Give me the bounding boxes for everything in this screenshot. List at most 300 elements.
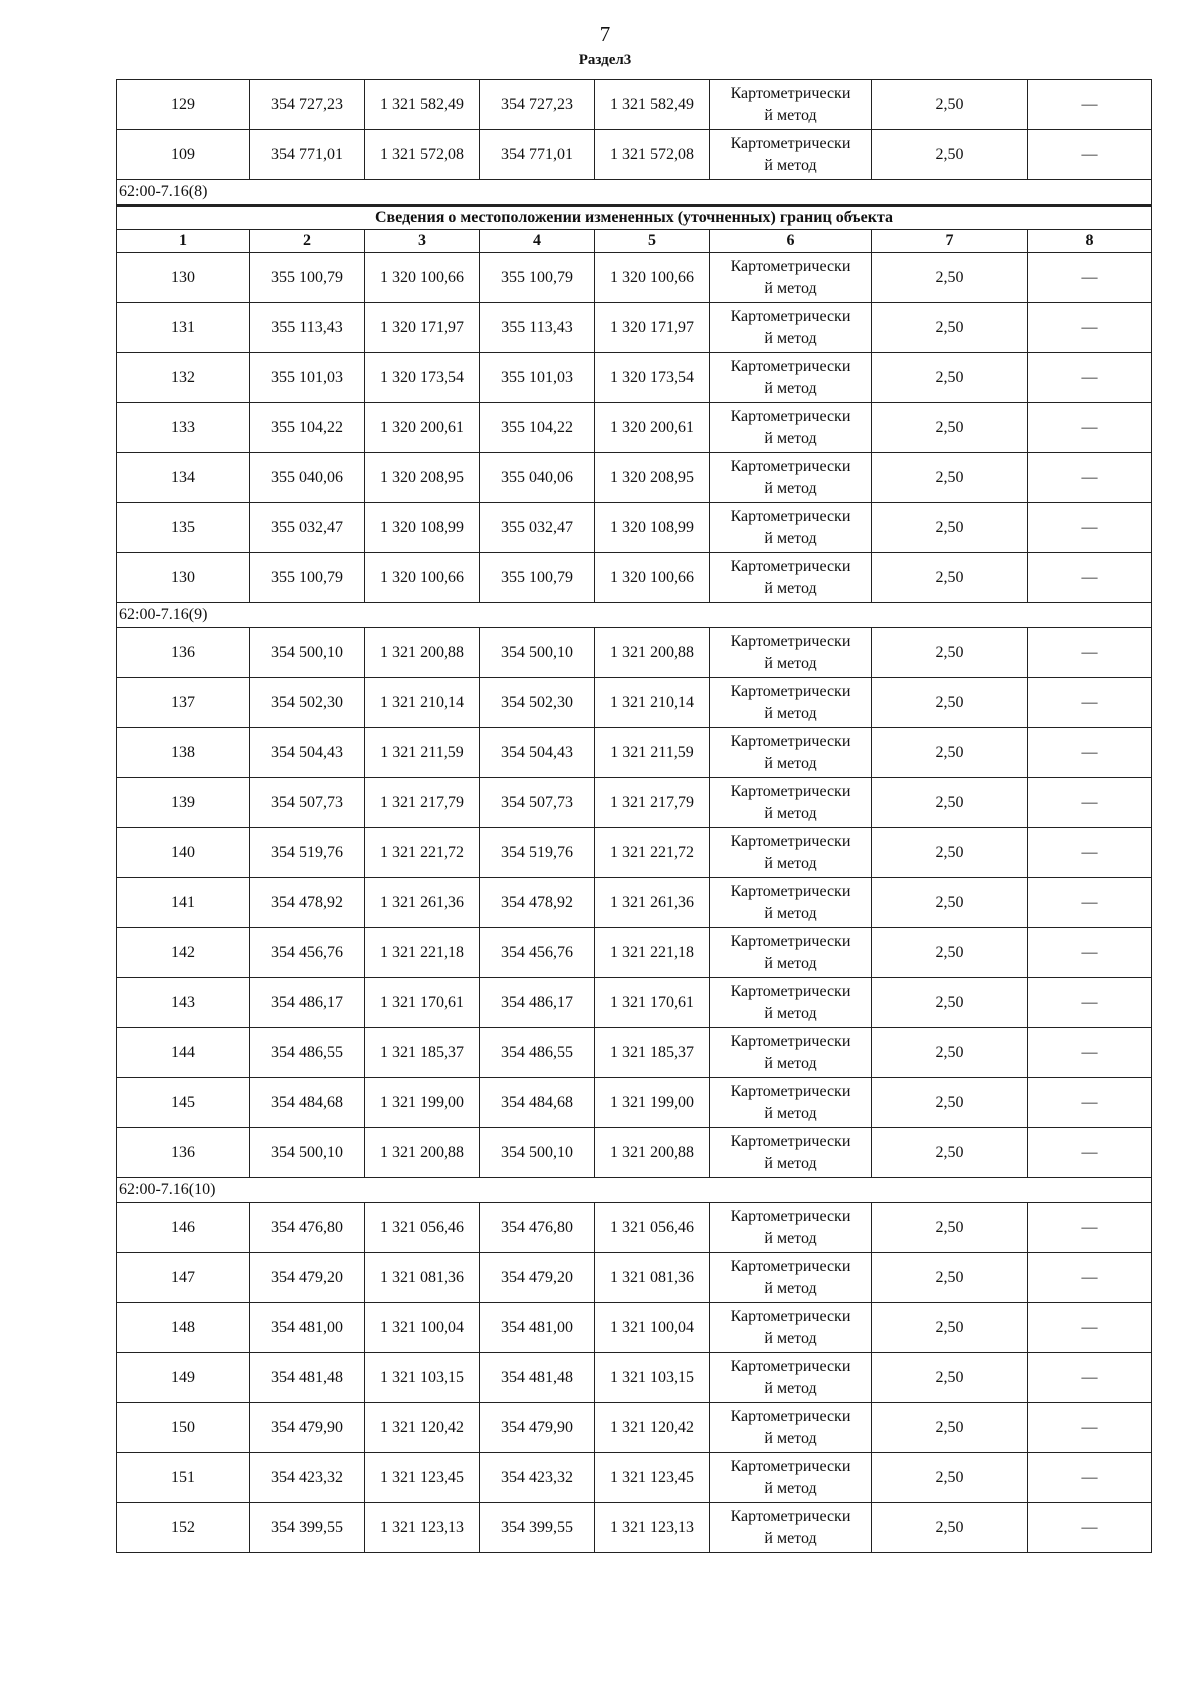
method-cell <box>710 353 872 403</box>
point-number-cell: 109 <box>117 130 250 180</box>
x-existing-cell: 355 101,03 <box>250 353 365 403</box>
x-existing-cell: 354 479,90 <box>250 1403 365 1453</box>
x-new-cell: 354 486,17 <box>480 978 595 1028</box>
method-line2: й метод <box>764 1154 817 1172</box>
method-line2: й метод <box>764 804 817 822</box>
point-number-cell: 130 <box>117 253 250 303</box>
method-line1: Картометрически <box>730 1207 851 1225</box>
point-number-cell: 147 <box>117 1253 250 1303</box>
x-new-cell: 354 481,00 <box>480 1303 595 1353</box>
table-row <box>117 253 1152 303</box>
table-row <box>117 928 1152 978</box>
method-line2: й метод <box>764 1054 817 1072</box>
description-cell: — <box>1028 1078 1152 1128</box>
accuracy-cell: 2,50 <box>872 1128 1028 1178</box>
table-row <box>117 1203 1152 1253</box>
x-new-cell: 355 100,79 <box>480 553 595 603</box>
description-cell: — <box>1028 80 1152 130</box>
description-cell: — <box>1028 1028 1152 1078</box>
method-cell <box>710 728 872 778</box>
method-cell <box>710 1203 872 1253</box>
y-existing-cell: 1 321 582,49 <box>365 80 480 130</box>
description-cell: — <box>1028 1128 1152 1178</box>
method-line1: Картометрически <box>730 507 851 525</box>
x-new-cell: 354 771,01 <box>480 130 595 180</box>
accuracy-cell: 2,50 <box>872 1353 1028 1403</box>
y-existing-cell: 1 321 100,04 <box>365 1303 480 1353</box>
column-number: 7 <box>872 230 1028 253</box>
table-row <box>117 503 1152 553</box>
description-cell: — <box>1028 1303 1152 1353</box>
description-cell: — <box>1028 678 1152 728</box>
method-line2: й метод <box>764 1229 817 1247</box>
y-existing-cell: 1 321 081,36 <box>365 1253 480 1303</box>
x-existing-cell: 354 399,55 <box>250 1503 365 1553</box>
y-new-cell: 1 320 171,97 <box>595 303 710 353</box>
point-number-cell: 145 <box>117 1078 250 1128</box>
x-existing-cell: 355 032,47 <box>250 503 365 553</box>
heading-row <box>117 206 1152 230</box>
method-line2: й метод <box>764 1429 817 1447</box>
description-cell: — <box>1028 778 1152 828</box>
section-title: Раздел3 <box>578 52 632 68</box>
column-number: 5 <box>595 230 710 253</box>
y-existing-cell: 1 321 185,37 <box>365 1028 480 1078</box>
group-label: 62:00-7.16(8) <box>117 180 1152 206</box>
method-line1: Картометрически <box>730 1257 851 1275</box>
table-row <box>117 303 1152 353</box>
method-line2: й метод <box>764 1279 817 1297</box>
method-line2: й метод <box>764 429 817 447</box>
point-number-cell: 148 <box>117 1303 250 1353</box>
method-line1: Картометрически <box>730 1507 851 1525</box>
method-line1: Картометрически <box>730 782 851 800</box>
y-existing-cell: 1 321 123,45 <box>365 1453 480 1503</box>
point-number-cell: 135 <box>117 503 250 553</box>
y-new-cell: 1 321 123,45 <box>595 1453 710 1503</box>
x-existing-cell: 354 479,20 <box>250 1253 365 1303</box>
point-number-cell: 152 <box>117 1503 250 1553</box>
y-new-cell: 1 321 199,00 <box>595 1078 710 1128</box>
x-existing-cell: 354 481,48 <box>250 1353 365 1403</box>
y-existing-cell: 1 321 261,36 <box>365 878 480 928</box>
y-new-cell: 1 321 210,14 <box>595 678 710 728</box>
method-line1: Картометрически <box>730 84 851 102</box>
y-new-cell: 1 321 120,42 <box>595 1403 710 1453</box>
y-new-cell: 1 321 103,15 <box>595 1353 710 1403</box>
x-new-cell: 354 399,55 <box>480 1503 595 1553</box>
method-cell <box>710 1353 872 1403</box>
description-cell: — <box>1028 353 1152 403</box>
accuracy-cell: 2,50 <box>872 1253 1028 1303</box>
description-cell: — <box>1028 403 1152 453</box>
y-new-cell: 1 321 170,61 <box>595 978 710 1028</box>
y-existing-cell: 1 320 100,66 <box>365 553 480 603</box>
x-new-cell: 354 502,30 <box>480 678 595 728</box>
x-existing-cell: 355 100,79 <box>250 553 365 603</box>
description-cell: — <box>1028 303 1152 353</box>
method-line2: й метод <box>764 106 817 124</box>
x-existing-cell: 354 478,92 <box>250 878 365 928</box>
x-new-cell: 354 486,55 <box>480 1028 595 1078</box>
accuracy-cell: 2,50 <box>872 130 1028 180</box>
method-line1: Картометрически <box>730 1307 851 1325</box>
method-line1: Картометрически <box>730 682 851 700</box>
description-cell: — <box>1028 503 1152 553</box>
method-line1: Картометрически <box>730 257 851 275</box>
x-new-cell: 354 456,76 <box>480 928 595 978</box>
page-number: 7 <box>599 22 611 46</box>
x-new-cell: 355 040,06 <box>480 453 595 503</box>
y-new-cell: 1 321 217,79 <box>595 778 710 828</box>
accuracy-cell: 2,50 <box>872 303 1028 353</box>
method-line1: Картометрически <box>730 832 851 850</box>
y-new-cell: 1 321 185,37 <box>595 1028 710 1078</box>
table-row <box>117 628 1152 678</box>
method-cell <box>710 978 872 1028</box>
y-existing-cell: 1 321 056,46 <box>365 1203 480 1253</box>
x-new-cell: 355 104,22 <box>480 403 595 453</box>
x-existing-cell: 354 456,76 <box>250 928 365 978</box>
method-cell <box>710 778 872 828</box>
table-row <box>117 1128 1152 1178</box>
column-number: 4 <box>480 230 595 253</box>
accuracy-cell: 2,50 <box>872 678 1028 728</box>
x-new-cell: 355 100,79 <box>480 253 595 303</box>
method-cell <box>710 678 872 728</box>
method-line2: й метод <box>764 1104 817 1122</box>
accuracy-cell: 2,50 <box>872 353 1028 403</box>
x-new-cell: 354 484,68 <box>480 1078 595 1128</box>
y-new-cell: 1 320 100,66 <box>595 553 710 603</box>
method-line2: й метод <box>764 156 817 174</box>
point-number-cell: 130 <box>117 553 250 603</box>
x-existing-cell: 354 486,55 <box>250 1028 365 1078</box>
y-existing-cell: 1 321 210,14 <box>365 678 480 728</box>
point-number-cell: 144 <box>117 1028 250 1078</box>
x-existing-cell: 354 519,76 <box>250 828 365 878</box>
x-existing-cell: 355 100,79 <box>250 253 365 303</box>
point-number-cell: 143 <box>117 978 250 1028</box>
accuracy-cell: 2,50 <box>872 1303 1028 1353</box>
method-line1: Картометрически <box>730 1132 851 1150</box>
accuracy-cell: 2,50 <box>872 80 1028 130</box>
description-cell: — <box>1028 130 1152 180</box>
method-cell <box>710 1303 872 1353</box>
point-number-cell: 136 <box>117 628 250 678</box>
x-new-cell: 355 032,47 <box>480 503 595 553</box>
point-number-cell: 141 <box>117 878 250 928</box>
x-existing-cell: 355 040,06 <box>250 453 365 503</box>
method-cell <box>710 1028 872 1078</box>
method-line1: Картометрически <box>730 932 851 950</box>
x-new-cell: 354 519,76 <box>480 828 595 878</box>
method-line1: Картометрически <box>730 882 851 900</box>
method-cell <box>710 1453 872 1503</box>
description-cell: — <box>1028 1353 1152 1403</box>
accuracy-cell: 2,50 <box>872 553 1028 603</box>
x-new-cell: 354 423,32 <box>480 1453 595 1503</box>
table-row <box>117 1453 1152 1503</box>
column-number: 3 <box>365 230 480 253</box>
accuracy-cell: 2,50 <box>872 1403 1028 1453</box>
method-line1: Картометрически <box>730 1082 851 1100</box>
method-line1: Картометрически <box>730 1457 851 1475</box>
method-line2: й метод <box>764 704 817 722</box>
y-new-cell: 1 321 211,59 <box>595 728 710 778</box>
column-number: 8 <box>1028 230 1152 253</box>
accuracy-cell: 2,50 <box>872 978 1028 1028</box>
accuracy-cell: 2,50 <box>872 728 1028 778</box>
point-number-cell: 150 <box>117 1403 250 1453</box>
method-cell <box>710 453 872 503</box>
group-row <box>117 180 1152 206</box>
point-number-cell: 132 <box>117 353 250 403</box>
y-existing-cell: 1 321 221,18 <box>365 928 480 978</box>
point-number-cell: 133 <box>117 403 250 453</box>
table-row <box>117 403 1152 453</box>
method-line2: й метод <box>764 954 817 972</box>
x-existing-cell: 354 507,73 <box>250 778 365 828</box>
point-number-cell: 134 <box>117 453 250 503</box>
y-existing-cell: 1 321 103,15 <box>365 1353 480 1403</box>
point-number-cell: 140 <box>117 828 250 878</box>
table-row <box>117 353 1152 403</box>
table-row <box>117 80 1152 130</box>
method-cell <box>710 1253 872 1303</box>
method-cell <box>710 928 872 978</box>
x-new-cell: 354 481,48 <box>480 1353 595 1403</box>
accuracy-cell: 2,50 <box>872 453 1028 503</box>
coordinates-table <box>116 79 1152 1553</box>
group-label: 62:00-7.16(10) <box>117 1178 1152 1203</box>
x-existing-cell: 354 484,68 <box>250 1078 365 1128</box>
table-row <box>117 778 1152 828</box>
y-existing-cell: 1 321 170,61 <box>365 978 480 1028</box>
description-cell: — <box>1028 1453 1152 1503</box>
group-label: 62:00-7.16(9) <box>117 603 1152 628</box>
y-existing-cell: 1 320 108,99 <box>365 503 480 553</box>
table-row <box>117 1353 1152 1403</box>
y-existing-cell: 1 320 171,97 <box>365 303 480 353</box>
y-new-cell: 1 321 081,36 <box>595 1253 710 1303</box>
y-new-cell: 1 321 200,88 <box>595 628 710 678</box>
method-line1: Картометрически <box>730 407 851 425</box>
x-new-cell: 354 507,73 <box>480 778 595 828</box>
method-line1: Картометрически <box>730 1032 851 1050</box>
accuracy-cell: 2,50 <box>872 253 1028 303</box>
method-cell <box>710 1128 872 1178</box>
table-body <box>117 80 1152 1553</box>
method-line1: Картометрически <box>730 134 851 152</box>
y-existing-cell: 1 321 572,08 <box>365 130 480 180</box>
point-number-cell: 136 <box>117 1128 250 1178</box>
point-number-cell: 138 <box>117 728 250 778</box>
y-new-cell: 1 320 200,61 <box>595 403 710 453</box>
y-existing-cell: 1 321 200,88 <box>365 628 480 678</box>
method-cell <box>710 80 872 130</box>
method-line2: й метод <box>764 1329 817 1347</box>
method-cell <box>710 1503 872 1553</box>
table-row <box>117 1253 1152 1303</box>
table-row <box>117 728 1152 778</box>
y-existing-cell: 1 320 200,61 <box>365 403 480 453</box>
table-row <box>117 1503 1152 1553</box>
column-number: 6 <box>710 230 872 253</box>
y-new-cell: 1 321 221,18 <box>595 928 710 978</box>
x-existing-cell: 354 486,17 <box>250 978 365 1028</box>
method-cell <box>710 628 872 678</box>
method-line1: Картометрически <box>730 307 851 325</box>
x-new-cell: 354 500,10 <box>480 628 595 678</box>
method-line2: й метод <box>764 329 817 347</box>
x-new-cell: 355 113,43 <box>480 303 595 353</box>
accuracy-cell: 2,50 <box>872 1203 1028 1253</box>
x-existing-cell: 354 727,23 <box>250 80 365 130</box>
x-existing-cell: 355 113,43 <box>250 303 365 353</box>
method-line1: Картометрически <box>730 557 851 575</box>
y-new-cell: 1 320 173,54 <box>595 353 710 403</box>
method-line2: й метод <box>764 904 817 922</box>
method-line2: й метод <box>764 1479 817 1497</box>
method-line2: й метод <box>764 754 817 772</box>
point-number-cell: 149 <box>117 1353 250 1403</box>
point-number-cell: 129 <box>117 80 250 130</box>
x-existing-cell: 355 104,22 <box>250 403 365 453</box>
table-row <box>117 453 1152 503</box>
y-new-cell: 1 321 123,13 <box>595 1503 710 1553</box>
column-number-row <box>117 230 1152 253</box>
y-existing-cell: 1 320 208,95 <box>365 453 480 503</box>
method-cell <box>710 553 872 603</box>
x-existing-cell: 354 502,30 <box>250 678 365 728</box>
description-cell: — <box>1028 878 1152 928</box>
table-row <box>117 828 1152 878</box>
method-cell <box>710 1078 872 1128</box>
method-cell <box>710 1403 872 1453</box>
y-new-cell: 1 321 582,49 <box>595 80 710 130</box>
description-cell: — <box>1028 1503 1152 1553</box>
method-line2: й метод <box>764 1529 817 1547</box>
method-line1: Картометрически <box>730 632 851 650</box>
method-line2: й метод <box>764 1379 817 1397</box>
method-cell <box>710 130 872 180</box>
y-new-cell: 1 321 056,46 <box>595 1203 710 1253</box>
column-number: 1 <box>117 230 250 253</box>
description-cell: — <box>1028 453 1152 503</box>
y-new-cell: 1 320 108,99 <box>595 503 710 553</box>
y-existing-cell: 1 321 199,00 <box>365 1078 480 1128</box>
x-new-cell: 354 476,80 <box>480 1203 595 1253</box>
method-line2: й метод <box>764 279 817 297</box>
x-new-cell: 354 727,23 <box>480 80 595 130</box>
description-cell: — <box>1028 628 1152 678</box>
x-existing-cell: 354 500,10 <box>250 628 365 678</box>
table-heading: Сведения о местоположении измененных (уточненных) границ объекта <box>117 206 1152 230</box>
y-existing-cell: 1 321 211,59 <box>365 728 480 778</box>
y-existing-cell: 1 321 123,13 <box>365 1503 480 1553</box>
method-cell <box>710 253 872 303</box>
y-existing-cell: 1 320 100,66 <box>365 253 480 303</box>
method-line2: й метод <box>764 379 817 397</box>
point-number-cell: 137 <box>117 678 250 728</box>
method-line1: Картометрически <box>730 1407 851 1425</box>
accuracy-cell: 2,50 <box>872 403 1028 453</box>
point-number-cell: 139 <box>117 778 250 828</box>
y-existing-cell: 1 321 200,88 <box>365 1128 480 1178</box>
x-new-cell: 355 101,03 <box>480 353 595 403</box>
accuracy-cell: 2,50 <box>872 828 1028 878</box>
x-existing-cell: 354 771,01 <box>250 130 365 180</box>
method-line1: Картометрически <box>730 1357 851 1375</box>
x-new-cell: 354 478,92 <box>480 878 595 928</box>
table-row <box>117 1078 1152 1128</box>
table-row <box>117 878 1152 928</box>
y-new-cell: 1 321 572,08 <box>595 130 710 180</box>
method-line1: Картометрически <box>730 457 851 475</box>
description-cell: — <box>1028 253 1152 303</box>
y-existing-cell: 1 320 173,54 <box>365 353 480 403</box>
table-row <box>117 553 1152 603</box>
y-new-cell: 1 321 200,88 <box>595 1128 710 1178</box>
method-cell <box>710 503 872 553</box>
accuracy-cell: 2,50 <box>872 928 1028 978</box>
table-row <box>117 1028 1152 1078</box>
column-number: 2 <box>250 230 365 253</box>
method-cell <box>710 403 872 453</box>
method-line1: Картометрически <box>730 982 851 1000</box>
description-cell: — <box>1028 978 1152 1028</box>
x-new-cell: 354 479,90 <box>480 1403 595 1453</box>
method-line2: й метод <box>764 529 817 547</box>
method-line2: й метод <box>764 854 817 872</box>
x-new-cell: 354 479,20 <box>480 1253 595 1303</box>
description-cell: — <box>1028 728 1152 778</box>
method-line2: й метод <box>764 1004 817 1022</box>
y-new-cell: 1 321 100,04 <box>595 1303 710 1353</box>
table-row <box>117 978 1152 1028</box>
y-existing-cell: 1 321 217,79 <box>365 778 480 828</box>
description-cell: — <box>1028 1253 1152 1303</box>
table-row <box>117 1303 1152 1353</box>
accuracy-cell: 2,50 <box>872 778 1028 828</box>
method-cell <box>710 828 872 878</box>
accuracy-cell: 2,50 <box>872 1503 1028 1553</box>
method-cell <box>710 303 872 353</box>
method-line2: й метод <box>764 654 817 672</box>
description-cell: — <box>1028 1203 1152 1253</box>
x-existing-cell: 354 476,80 <box>250 1203 365 1253</box>
accuracy-cell: 2,50 <box>872 503 1028 553</box>
point-number-cell: 146 <box>117 1203 250 1253</box>
table-row <box>117 678 1152 728</box>
y-existing-cell: 1 321 120,42 <box>365 1403 480 1453</box>
x-existing-cell: 354 504,43 <box>250 728 365 778</box>
point-number-cell: 151 <box>117 1453 250 1503</box>
y-new-cell: 1 320 100,66 <box>595 253 710 303</box>
point-number-cell: 131 <box>117 303 250 353</box>
accuracy-cell: 2,50 <box>872 628 1028 678</box>
group-row <box>117 603 1152 628</box>
x-new-cell: 354 500,10 <box>480 1128 595 1178</box>
table-row <box>117 1403 1152 1453</box>
group-row <box>117 1178 1152 1203</box>
table-row <box>117 130 1152 180</box>
y-existing-cell: 1 321 221,72 <box>365 828 480 878</box>
y-new-cell: 1 320 208,95 <box>595 453 710 503</box>
y-new-cell: 1 321 221,72 <box>595 828 710 878</box>
description-cell: — <box>1028 1403 1152 1453</box>
